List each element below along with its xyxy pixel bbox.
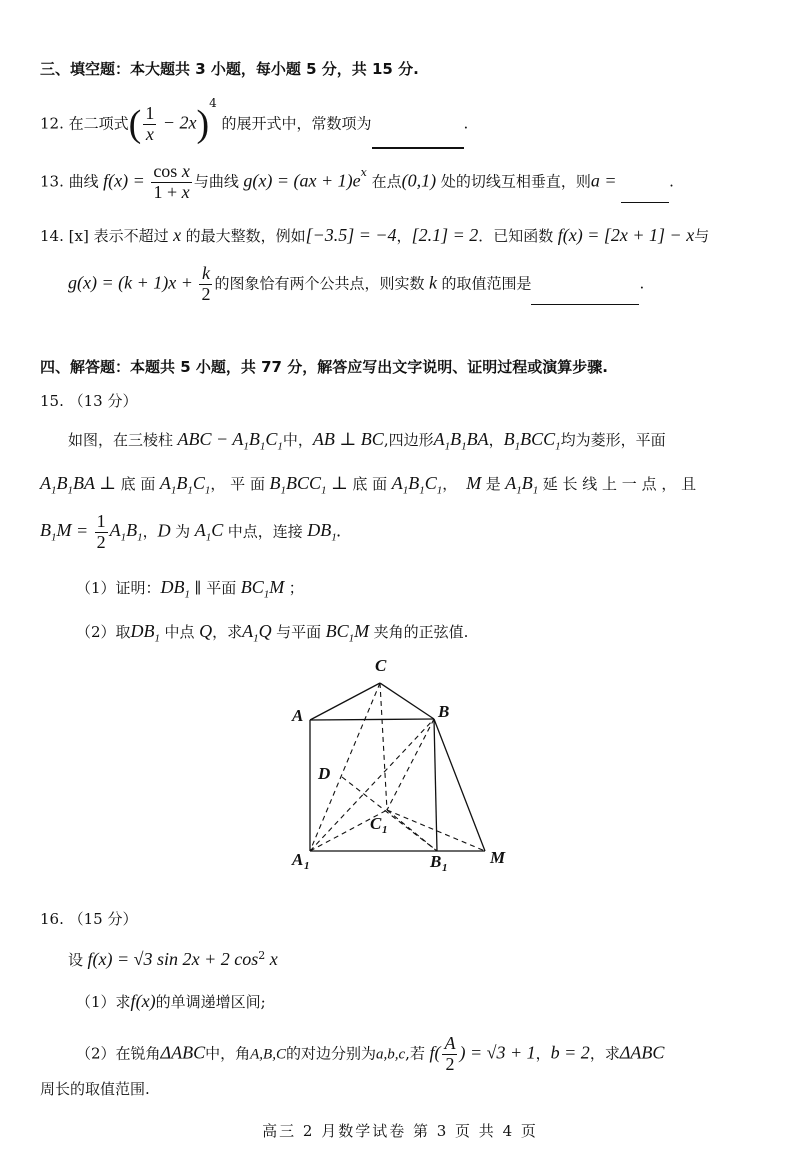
q12-mid: 的展开式中，常数项为 [221, 114, 372, 133]
label-B: B [438, 702, 450, 721]
page-footer: 高三 2 月数学试卷 第 3 页 共 4 页 [262, 1122, 538, 1140]
edge-DB1 [342, 777, 437, 851]
question-13: 13. 曲线 f(x) = $\frac{\text{cos x}}{1 + x}$ 与曲线 $g(x) = (ax + 1)e^x$ 在点(0,1) 处的切线互相垂直，则a = . [40, 161, 674, 202]
q15-sub-2: （2）取$DB_1$ 中点 Q，求$A_1Q$ 与平面 $BC_1M$ 夹角的正弦值. [76, 621, 469, 645]
question-14-line-1: 14. [x] 表示不超过 x 的最大整数，例如[−3.5] = −4，[2.1] = 2．已知函数 f(x) = [2x + 1] − x与 [40, 225, 710, 245]
edge-AB [310, 719, 434, 720]
q12-paren-left: ( [128, 103, 142, 145]
q12-paren-right: ) [196, 103, 210, 145]
q16-sub-2-line-2: 周长的取值范围. [40, 1080, 150, 1098]
q15-fraction: $\frac{1}{2}$ [96, 511, 106, 552]
label-B1: B [430, 852, 442, 871]
q12-number: 12. [40, 114, 64, 133]
q16-header: 16. （15 分） [40, 910, 138, 928]
edge-CC1 [380, 683, 387, 810]
question-12: 12. 在二项式( $\frac{1}{x}$ − 2x)$^4$ 的展开式中，常数项为 . [40, 100, 468, 144]
section-3-title: 三、填空题：本大题共 3 小题，每小题 5 分，共 15 分. [40, 60, 419, 78]
label-A1: A [292, 850, 304, 869]
q12-answer-blank[interactable] [372, 129, 464, 149]
label-A1-sub: 1 [304, 860, 310, 872]
q15-sub-1: （1）证明：$DB_1$ ∥ 平面 $BC_1M$ ； [76, 577, 304, 601]
edge-BB1 [434, 719, 437, 851]
q15-header: 15. （13 分） [40, 392, 138, 410]
label-C1: C [370, 814, 382, 833]
label-C1-sub: 1 [382, 824, 388, 836]
q13-fraction: $\frac{\text{cos x}}{1 + x}$ [153, 161, 190, 202]
label-C: C [375, 656, 387, 675]
q13-answer-blank[interactable] [621, 184, 669, 203]
q16-definition: 设 f(x) = √3 sin 2x + 2 $\cos^2 x$ [68, 949, 278, 969]
label-B1-sub: 1 [442, 862, 448, 874]
q12-fraction: $\frac{1}{x}$ [145, 103, 155, 145]
q16-sub-2-line-1: （2）在锐角ΔABC中，角A,B,C的对边分别为a,b,c,若 f( $\frac{A}{2}$ ) = √3 + 1，b = 2，求ΔABC [76, 1033, 665, 1074]
edge-BC1 [387, 719, 434, 810]
edge-AC [310, 683, 380, 720]
prism-figure [280, 655, 520, 875]
label-D: D [318, 764, 331, 783]
edge-CB [380, 683, 434, 719]
q15-paragraph-line-1: 如图，在三棱柱 ABC − $A_1B_1C_1$中，AB ⊥ BC,四边形$A_1B_1BA$，$B_1BCC_1$均为菱形，平面 [68, 429, 666, 453]
edge-BM [434, 719, 485, 851]
q14-fraction: $\frac{k}{2}$ [201, 263, 211, 304]
section-4-title: 四、解答题：本题共 5 小题，共 77 分，解答应写出文字说明、证明过程或演算步骤. [40, 358, 608, 376]
question-14-line-2: g(x) = (k + 1)x + $\frac{k}{2}$ 的图象恰有两个公共点，则实数 k 的取值范围是 . [68, 263, 645, 304]
q15-paragraph-line-3: $B_1M$ = $\frac{1}{2}$ $A_1B_1$，D 为 $A_1C$ 中点，连接 $DB_1$. [40, 511, 342, 552]
q15-paragraph-line-2: $A_1B_1BA$ ⊥ 底 面 $A_1B_1C_1$， 平 面 $B_1BCC_1$ ⊥ 底 面 $A_1B_1C_1$， M 是 $A_1B_1$ 延 长 线 上 一 点 ， 且 [40, 473, 697, 497]
label-M: M [490, 848, 506, 867]
q16-sub-1: （1）求f(x)的单调递增区间; [76, 991, 266, 1011]
q14-answer-blank[interactable] [531, 286, 639, 305]
q16-fraction: $\frac{A}{2}$ [444, 1033, 456, 1074]
label-A: A [292, 706, 304, 725]
q12-pre: 在二项式 [68, 114, 129, 133]
